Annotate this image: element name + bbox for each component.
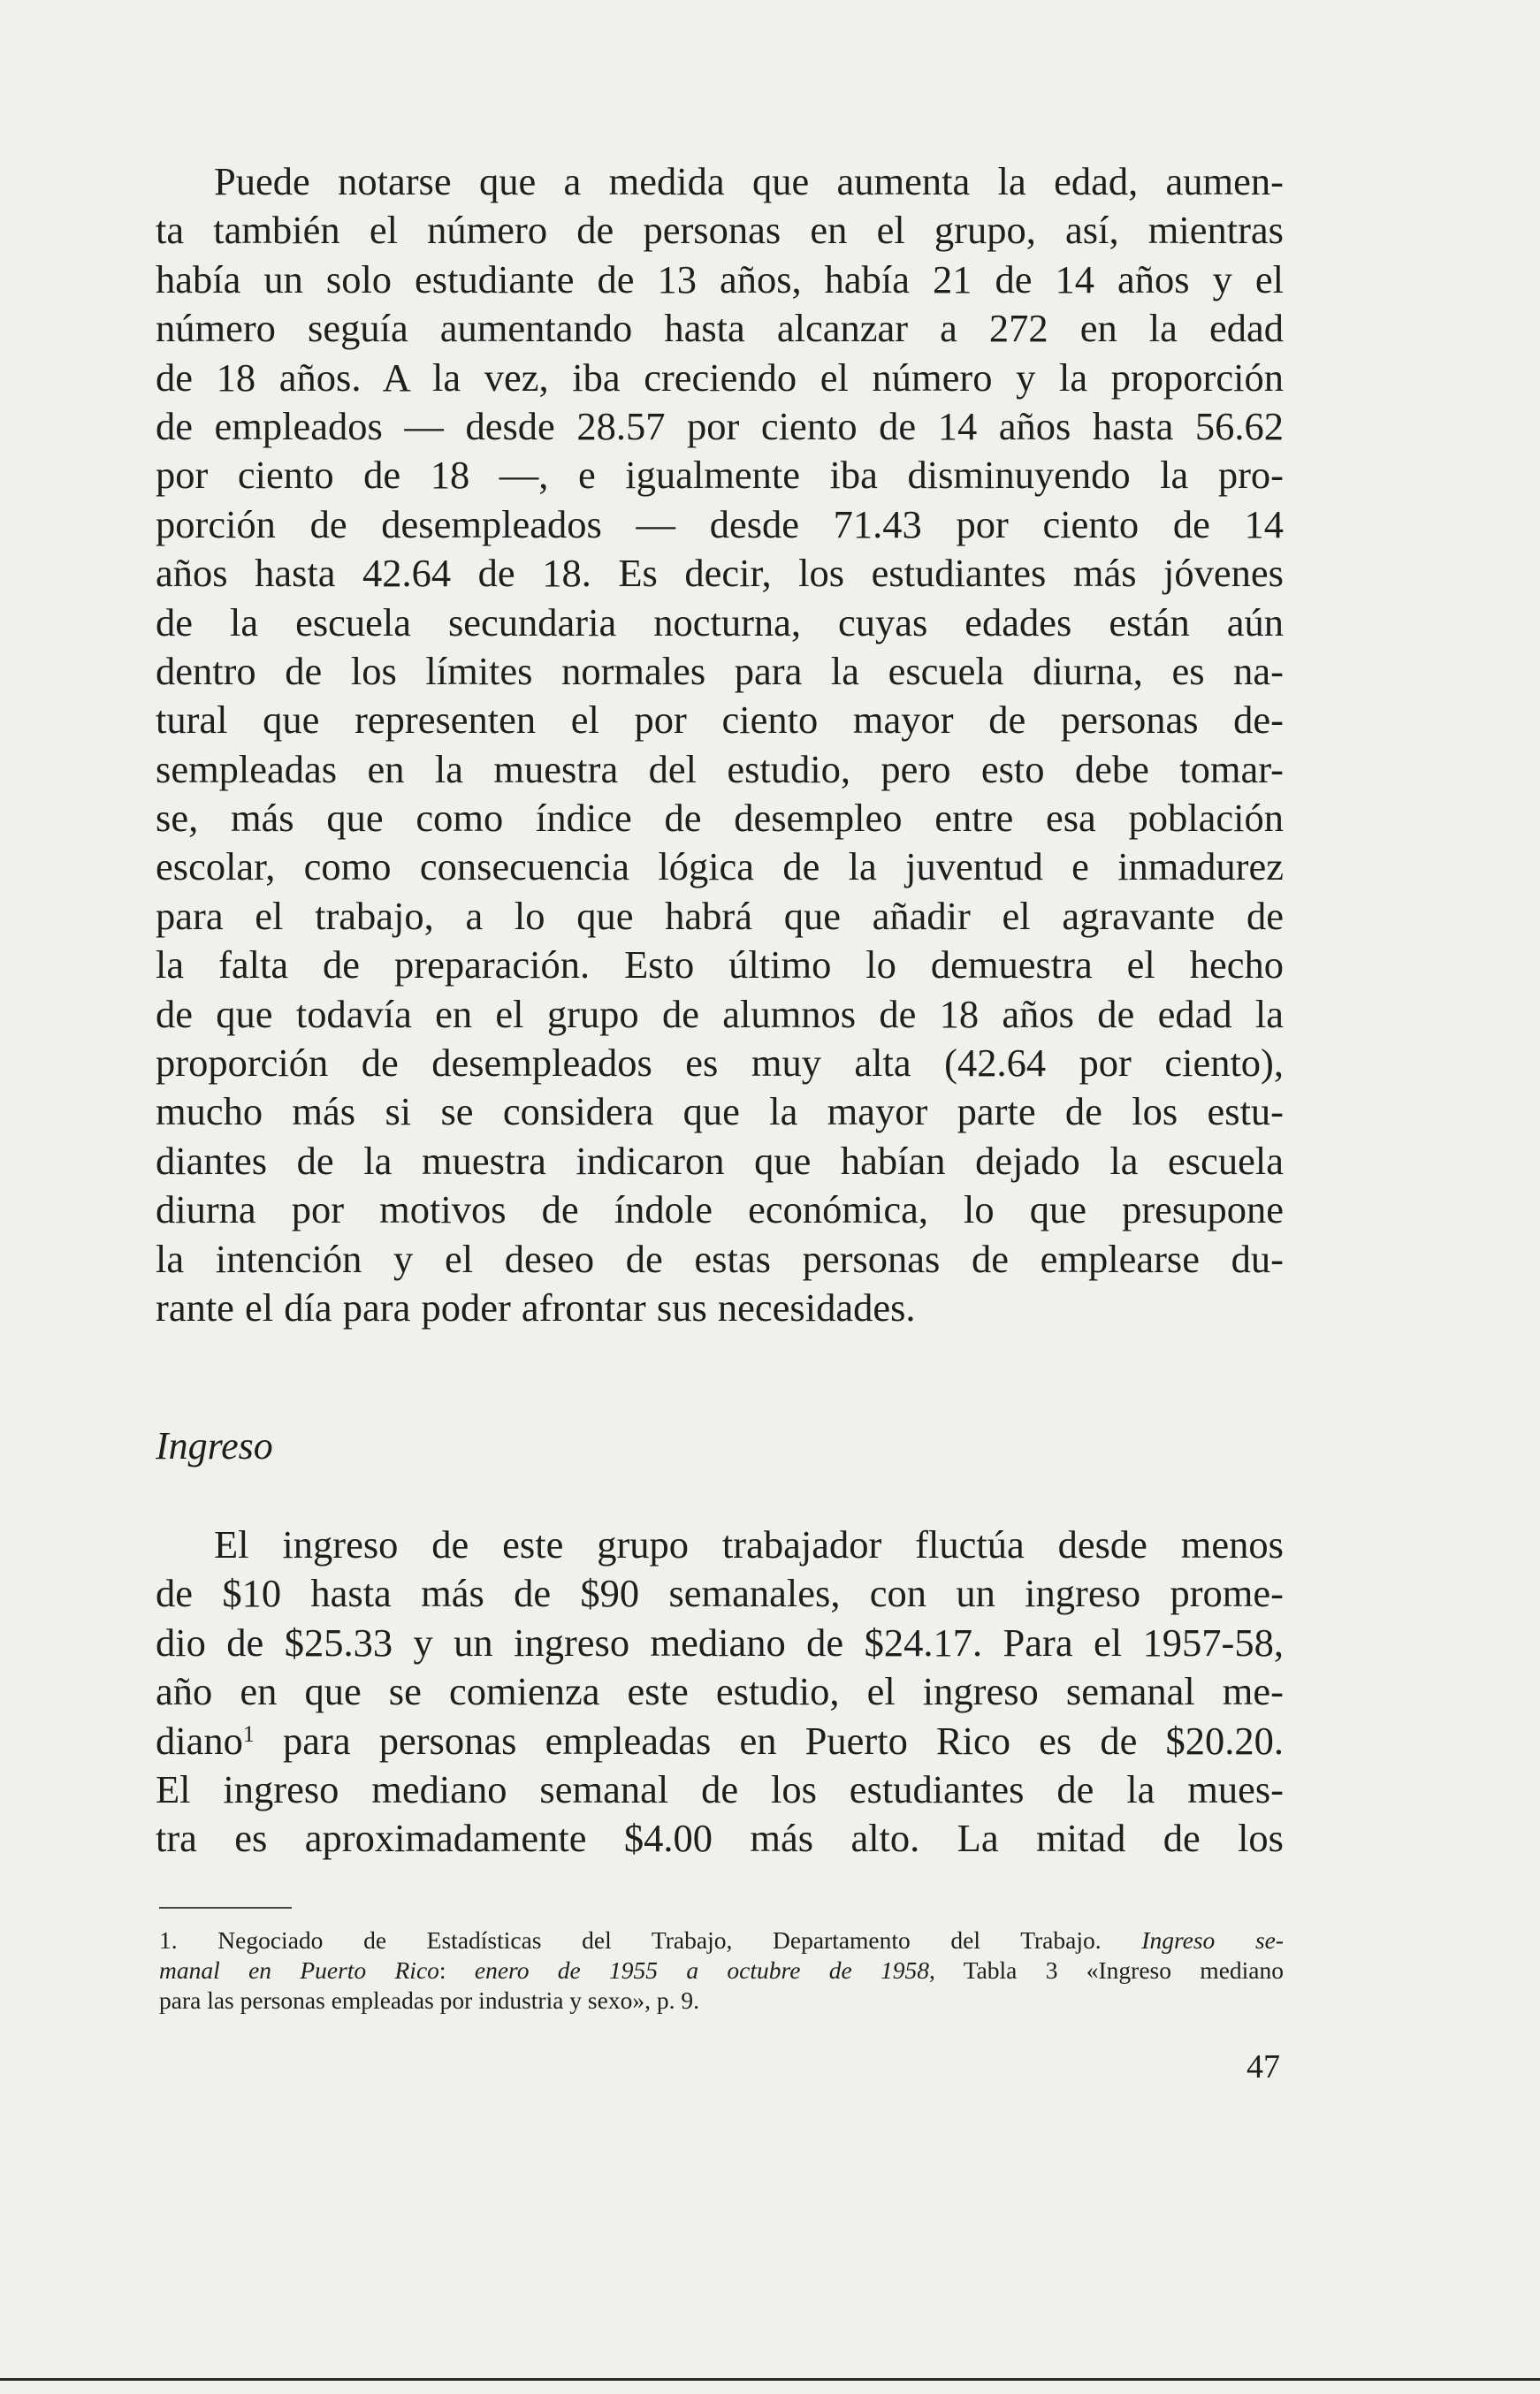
text-line: diantes de la muestra indicaron que habían dejado la escuela xyxy=(156,1138,1284,1183)
paragraph-age-employment xyxy=(156,157,1284,1332)
text-line: se, más que como índice de desempleo entre esa población xyxy=(156,796,1284,841)
text-line: dio de $25.33 y un ingreso mediano de $24.17. Para el 1957-58, xyxy=(156,1620,1284,1665)
paragraph-income xyxy=(156,1521,1284,1864)
text-line: proporción de desempleados es muy alta (42.64 por ciento), xyxy=(156,1041,1284,1086)
text-fragment: , Tabla 3 «Ingreso mediano xyxy=(929,1956,1284,1984)
text-fragment: 1. Negociado de Estadísticas del Trabajo, Departamento del Trabajo. xyxy=(159,1926,1142,1954)
italic-title: enero de 1955 a octubre de 1958 xyxy=(474,1956,930,1984)
footnote xyxy=(159,1925,1284,2016)
text-line: años hasta 42.64 de 18. Es decir, los estudiantes más jóvenes xyxy=(156,551,1284,596)
text-line: de $10 hasta más de $90 semanales, con un ingreso prome- xyxy=(156,1571,1284,1616)
text-line: porción de desempleados — desde 71.43 por ciento de 14 xyxy=(156,501,1284,546)
text-line: escolar, como consecuencia lógica de la juventud e inmadurez xyxy=(156,844,1284,889)
text-line-with-footnote-ref xyxy=(156,1717,1284,1765)
text-line: la falta de preparación. Esto último lo demuestra el hecho xyxy=(156,942,1284,987)
text-line: de 18 años. A la vez, iba creciendo el número y la proporción xyxy=(156,355,1284,400)
text-line: para el trabajo, a lo que habrá que añadir el agravante de xyxy=(156,893,1284,938)
text-line: tra es aproximadamente $4.00 más alto. La mitad de los xyxy=(156,1816,1284,1861)
text-line: mucho más si se considera que la mayor parte de los estu- xyxy=(156,1089,1284,1134)
text-fragment: diano xyxy=(156,1718,243,1763)
text-line: de que todavía en el grupo de alumnos de 18 años de edad la xyxy=(156,991,1284,1036)
page-number: 47 xyxy=(1246,2048,1280,2085)
text-line: dentro de los límites normales para la escuela diurna, es na- xyxy=(156,648,1284,693)
text-fragment: : xyxy=(438,1956,475,1984)
italic-title: Ingreso se- xyxy=(1141,1926,1284,1954)
footnote-line xyxy=(159,1956,1284,1986)
section-heading: Ingreso xyxy=(156,1424,273,1468)
text-line: de la escuela secundaria nocturna, cuyas edades están aún xyxy=(156,599,1284,644)
text-line: El ingreso mediano semanal de los estudiantes de la mues- xyxy=(156,1766,1284,1811)
text-line: número seguía aumentando hasta alcanzar a 272 en la edad xyxy=(156,306,1284,351)
text-line: por ciento de 18 —, e igualmente iba disminuyendo la pro- xyxy=(156,453,1284,498)
text-line: ta también el número de personas en el grupo, así, mientras xyxy=(156,208,1284,253)
text-line: Puede notarse que a medida que aumenta la edad, aumen- xyxy=(214,159,1284,203)
page-edge-line xyxy=(0,2378,1540,2381)
text-line: diurna por motivos de índole económica, lo que presupone xyxy=(156,1187,1284,1232)
text-line: tural que representen el por ciento mayor de personas de- xyxy=(156,698,1284,743)
text-line: la intención y el deseo de estas personas de emplearse du- xyxy=(156,1236,1284,1281)
text-fragment: para personas empleadas en Puerto Rico es de $20.20. xyxy=(254,1718,1284,1763)
text-line: El ingreso de este grupo trabajador fluctúa desde menos xyxy=(214,1522,1284,1567)
footnote-reference: 1 xyxy=(242,1720,255,1747)
footnote-line: para las personas empleadas por industria y sexo», p. 9. xyxy=(159,1986,699,2014)
text-line: sempleadas en la muestra del estudio, pero esto debe tomar- xyxy=(156,746,1284,791)
footnote-divider xyxy=(159,1907,292,1909)
text-line: de empleados — desde 28.57 por ciento de 14 años hasta 56.62 xyxy=(156,403,1284,448)
text-line: rante el día para poder afrontar sus necesidades. xyxy=(156,1285,916,1330)
footnote-line xyxy=(159,1925,1284,1956)
italic-title: manal en Puerto Rico xyxy=(159,1956,439,1984)
text-line: había un solo estudiante de 13 años, había 21 de 14 años y el xyxy=(156,256,1284,301)
text-line: año en que se comienza este estudio, el ingreso semanal me- xyxy=(156,1669,1284,1714)
